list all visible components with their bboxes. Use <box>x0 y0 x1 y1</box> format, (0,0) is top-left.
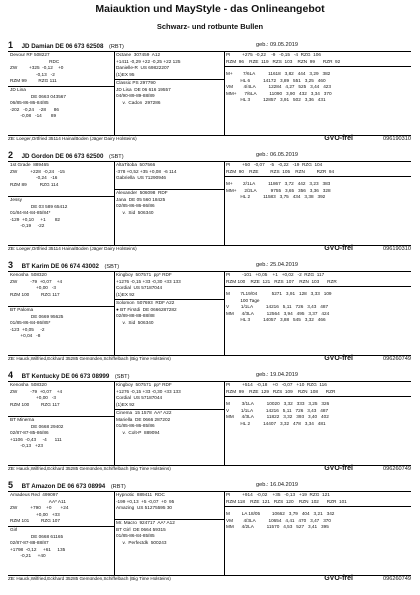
grandparent-line: Alexander 506098 RDF <box>116 190 168 195</box>
grandparent-line: +1276 -0,15 +33 -0,30 +33 133 <box>116 388 181 394</box>
pedigree-table <box>8 381 411 466</box>
dam-of-bull-box <box>8 87 114 135</box>
dam-line: -0,21 +40 <box>10 553 46 559</box>
milk-performance-line: MM 4/3LA 11822 3,32 393 3,40 402 <box>226 414 329 420</box>
breeding-value-line: PI -101 +0,05 +1 +0,02 -2 RZG 117 <box>226 272 325 277</box>
breeding-value-line: RZM 96 RZE 119 RZS 103 RZN 99 RZR 92 <box>226 58 341 64</box>
sire-line: 1st Grade 889465 <box>10 162 49 167</box>
bull-birthdate: geb.: 06.05.2019 <box>256 152 298 158</box>
maternal-grandparents-box <box>114 80 224 135</box>
bull-breed: (RBT) <box>109 44 124 50</box>
pedigree-table <box>8 161 411 246</box>
milk-performance-line: MM 4/2LA 11570 4,53 527 3,41 395 <box>226 524 329 530</box>
grandparents-column <box>114 492 225 575</box>
bull-name: BT Kentucky DE 06 673 08999 <box>21 373 110 380</box>
sire-column <box>8 272 115 355</box>
grandparent-line: BT Girl DE 0664 59315 <box>116 526 166 532</box>
milk-performance-line: V 1/1LA 14216 5,11 726 3,43 487 <box>226 407 329 413</box>
dam-line: Girl <box>10 527 18 532</box>
bull-name: JD Gordon DE 06 673 62500 <box>21 153 104 160</box>
gvo-status: GVO-frei <box>324 355 353 362</box>
milk-performance-line: V 1/1LA 14216 5,11 726 3,43 487 <box>226 304 329 310</box>
milk-performance-line: HL 3 12857 3,91 502 3,36 431 <box>226 97 326 103</box>
grandparent-line: Cinema 15 1578 AA* A22 <box>116 410 172 415</box>
dam-line: DE 03 589 65412 <box>10 203 68 209</box>
sire-line: +0,00 -3 <box>10 395 56 401</box>
sire-column <box>8 492 115 575</box>
paternal-grandparents-box <box>114 492 224 520</box>
sire-line: Amadeus Red 499097 <box>10 492 58 497</box>
dam-of-bull-box <box>8 197 114 245</box>
dam-line: 02/87-87-85-86/86 <box>10 430 49 436</box>
grandparent-line: v. Perfectdk 500243 <box>116 539 167 545</box>
sire-column <box>8 382 115 465</box>
breeding-values-box <box>224 162 411 177</box>
dam-line: +0,04 -8 <box>10 333 41 339</box>
pedigree-table <box>8 491 411 576</box>
dam-line: BT Paloma <box>10 307 34 312</box>
bull-birthdate: geb.: 19.04.2019 <box>256 372 298 378</box>
bull-name: BT Amazon DE 06 673 08994 <box>21 483 106 490</box>
milk-performance-line: M 3/1LA 10020 3,32 333 3,25 326 <box>226 401 330 406</box>
sire-line: +0,00 -3 <box>10 285 56 291</box>
milk-performance-line: M LA 18/05 10662 3,79 404 3,21 342 <box>226 511 335 516</box>
grandparent-line: Octane 307459 A12 <box>116 52 161 57</box>
grandparent-line: Mr. Macro 924717 AA* A12 <box>116 520 175 525</box>
dam-line: JD Lina <box>10 87 26 92</box>
grandparent-line: v. Sid 506340 <box>116 319 154 325</box>
dam-line: 02/87-87-88-88/87 <box>10 540 49 546</box>
grandparent-line: -378 +0,52 +35 +0,08 -6 114 <box>116 168 177 174</box>
bull-number: 4 <box>8 370 14 380</box>
sire-line: ZW -79 +0,07 +4 <box>10 278 63 284</box>
maternal-grandparents-box <box>114 520 224 575</box>
dam-line: BT Minerna <box>10 417 35 422</box>
breeder-info: ZB: Loeger,Ortfried 35114 Haina/Boden (Jäger Dairy Holsteins) <box>8 246 137 251</box>
sire-line: ZW +790 +0 +24 <box>10 505 69 511</box>
bull-breed: (SBT) <box>108 154 124 160</box>
milk-performance-line: HL 6 14172 3,89 551 3,25 460 <box>226 77 326 83</box>
sire-line: Kenosha 508320 <box>10 382 47 387</box>
breeder-info: ZB: Hauck,Wilfried,Eckhard 35285 Gemünden,Schiffelbach (Big Time Holsteins) <box>8 356 171 361</box>
paternal-grandparents-box <box>114 272 224 300</box>
bull-header <box>8 480 411 490</box>
breeder-info: ZB: Loeger,Ortfried 35114 Haina/Boden (Jäger Dairy Holsteins) <box>8 136 137 141</box>
dam-line: 06/85-86-86-84/85 <box>10 100 49 106</box>
milk-performance-line: M+ 2/1LA 11867 3,72 442 3,23 383 <box>226 181 331 186</box>
breeder-phone: 096260749 <box>383 466 411 472</box>
bull-number: 1 <box>8 40 14 50</box>
gvo-status: GVO-frei <box>324 465 353 472</box>
breeding-values-box <box>224 52 411 67</box>
gvo-status: GVO-frei <box>324 575 353 582</box>
dam-of-bull-box <box>8 527 114 575</box>
sire-line: Devour RF 508227 <box>10 52 50 57</box>
dam-line: -123 +0,05 -2 <box>10 326 45 332</box>
bull-entry <box>8 260 411 370</box>
grandparent-line: -199 +0,13 +5 -0,07 +0 95 <box>116 498 175 504</box>
maternal-grandparents-box <box>114 300 224 355</box>
sire-box <box>8 272 114 307</box>
paternal-grandparents-box <box>114 162 224 190</box>
sire-line: ZW -79 +0,07 +4 <box>10 388 63 394</box>
performance-column <box>224 52 411 135</box>
performance-column <box>224 382 411 465</box>
bull-header <box>8 150 411 160</box>
bull-entry <box>8 40 411 150</box>
sire-box <box>8 162 114 197</box>
breeder-phone: 096190310 <box>383 246 411 252</box>
bull-name: JD Damian DE 06 673 62508 <box>21 43 104 50</box>
grandparents-column <box>114 52 225 135</box>
performance-column <box>224 272 411 355</box>
milk-performance-box <box>224 287 411 359</box>
grandparent-line: Amazing US 51275595 30 <box>116 505 173 511</box>
bull-number: 2 <box>8 150 14 160</box>
breeding-value-line: RZM 90 RZE RZS 105 RZN RZR 94 <box>226 168 335 174</box>
sire-line: RZM 100 RZG 117 <box>10 291 60 297</box>
milk-performance-line: MM 4/3LA 12564 3,94 495 3,37 424 <box>226 310 330 316</box>
grandparent-line: (1)EX 92 <box>116 401 135 407</box>
gvo-status: GVO-frei <box>324 245 353 252</box>
grandparent-line: ● BT Firstdi DE 0666287282 <box>116 306 177 312</box>
grandparent-line: Jana DE 05 560 18425 <box>116 196 166 202</box>
breeding-value-line: PI +50 -0,07 -5 -0,22 -19 RZG 104 <box>226 162 323 167</box>
grandparents-column <box>114 382 225 465</box>
milk-performance-line: MM+ 2/2LA 9755 3,65 356 3,36 328 <box>226 187 331 193</box>
milk-performance-line: HL 2 14407 3,32 478 3,34 481 <box>226 420 326 426</box>
breeder-phone: 096190310 <box>383 136 411 142</box>
grandparent-line: AltaTitoba 507566 <box>116 162 156 167</box>
sire-line: ZW +325 -0,12 +0 <box>10 65 64 71</box>
sire-line: -0,13 -2 <box>10 71 55 77</box>
milk-performance-line: VM 4/3LA 10654 4,41 470 3,47 370 <box>226 517 332 523</box>
dam-of-bull-box <box>8 307 114 355</box>
milk-performance-line: M 7L19/04 5271 3,91 128 3,33 109 <box>226 291 332 296</box>
performance-column <box>224 492 411 575</box>
breeding-values-box <box>224 492 411 507</box>
paternal-grandparents-box <box>114 382 224 410</box>
grandparent-line: +1411 -0,29 +22 -0,25 +22 125 <box>116 58 181 64</box>
dam-line: 01/84-84-84-85/84* <box>10 210 51 216</box>
milk-performance-line: MM+ 7/6LA 11090 3,90 432 3,34 370 <box>226 90 332 96</box>
bull-birthdate: geb.: 25.04.2019 <box>256 262 298 268</box>
milk-performance-line: M+ 7/6LA 11618 3,82 444 3,29 382 <box>226 71 331 76</box>
bull-entry <box>8 150 411 260</box>
sire-column <box>8 52 115 135</box>
grandparent-line: Cordial US 57187044 <box>116 285 163 291</box>
grandparent-line: Gabriella US 71290946 <box>116 175 167 181</box>
dam-line: DE 0668 61165 <box>10 533 64 539</box>
gvo-status: GVO-frei <box>324 135 353 142</box>
milk-performance-box <box>224 177 411 249</box>
breeding-values-box <box>224 382 411 397</box>
breeding-value-line: PI +275 -0,22 -9 -0,15 -4 RZG 106 <box>226 52 321 57</box>
bull-entry <box>8 370 411 480</box>
page-subtitle: Schwarz- und rotbunte Bullen <box>156 22 264 31</box>
milk-performance-box <box>224 67 411 139</box>
grandparent-line: 02/85-86-86-86/86 <box>116 203 155 209</box>
bull-header <box>8 260 411 270</box>
pedigree-table <box>8 51 411 136</box>
grandparent-line: (1)EX 92 <box>116 291 135 297</box>
grandparent-line: Danielle-R US 69822207 <box>116 65 170 71</box>
sire-box <box>8 382 114 417</box>
milk-performance-box <box>224 397 411 469</box>
paternal-grandparents-box <box>114 52 224 80</box>
dam-line: DE 0669 95625 <box>10 313 64 319</box>
maternal-grandparents-box <box>114 410 224 465</box>
sire-line: RZM 89 RZG 114 <box>10 181 59 187</box>
dam-line: +1106 -0,43 -4 111 <box>10 436 62 442</box>
grandparents-column <box>114 272 225 355</box>
dam-line: DE 0663 043567 <box>10 93 67 99</box>
grandparent-line: 02/89-88-88-88/88 <box>116 313 155 319</box>
breeding-value-line: PI +514 -0,18 +0 -0,07 +10 RZG 116 <box>226 382 327 387</box>
sire-line: ZW +228 -0,24 -15 <box>10 168 65 174</box>
bull-breed: (SBT) <box>104 264 120 270</box>
breeder-info: ZB: Hauck,Wilfried,Eckhard 35285 Gemünden,Schiffelbach (Big Time Holsteins) <box>8 576 171 581</box>
bull-breed: (RBT) <box>110 484 126 490</box>
breeder-phone: 096260749 <box>383 356 411 362</box>
sire-box <box>8 492 114 527</box>
grandparent-line: v. Sid 506340 <box>116 209 154 215</box>
sire-line: Kenosha 508320 <box>10 272 47 277</box>
sire-line: RZM 101 RZG 107 <box>10 518 61 524</box>
grandparent-line: (1)EX 95 <box>116 71 135 77</box>
grandparent-line: 01/85-86-86-85/86 <box>116 423 155 429</box>
grandparent-line: Cordial US 57187044 <box>116 395 163 401</box>
dam-line: -129 +0,10 +1 82 <box>10 216 61 222</box>
dam-line: -202 -0,24 -28 86 <box>10 106 59 112</box>
grandparent-line: v. Cadon 297286 <box>116 99 161 105</box>
bull-breed: (SBT) <box>114 374 130 380</box>
breeding-value-line: RZM 99 RZE 129 RZS 109 RZN 108 RZR <box>226 388 336 394</box>
bull-header <box>8 40 411 50</box>
sire-line: AA* A11 <box>10 498 66 504</box>
dam-line: DE 0668 29402 <box>10 423 64 429</box>
breeding-values-box <box>224 272 411 287</box>
dam-line: -0,08 -14 89 <box>10 113 57 119</box>
bull-entry <box>8 480 411 590</box>
milk-performance-line: HL 3 14057 3,88 545 3,32 466 <box>226 317 326 323</box>
grandparent-line: Hypnotic 889411 RDC <box>116 492 165 497</box>
grandparents-column <box>114 162 225 245</box>
bull-number: 3 <box>8 260 14 270</box>
performance-column <box>224 162 411 245</box>
breeding-value-line: RZM 118 RZE 121 RZS 120 RZN 102 RZR 101 <box>226 498 347 504</box>
sire-box <box>8 52 114 87</box>
bull-birthdate: geb.: 16.04.2019 <box>256 482 298 488</box>
grandparent-line: Classic PS 297790 <box>116 80 156 85</box>
maternal-grandparents-box <box>114 190 224 245</box>
bull-number: 5 <box>8 480 14 490</box>
breeding-value-line: RZM 100 RZE 121 RZS 107 RZN 103 RZR <box>226 278 337 284</box>
page-title: Maiauktion und MayStyle - das Onlineangebot <box>95 3 325 15</box>
milk-performance-line: 100 Tage <box>226 297 260 303</box>
milk-performance-box <box>224 507 411 579</box>
grandparent-line: +1276 -0,15 +33 -0,30 +33 133 <box>116 278 181 284</box>
dam-of-bull-box <box>8 417 114 465</box>
dam-line: +1798 -0,12 +61 135 <box>10 546 66 552</box>
sire-line: -0,24 -16 <box>10 175 58 181</box>
sire-column <box>8 162 115 245</box>
grandparent-line: JD Lisa DE 06 616 19557 <box>116 86 171 92</box>
sire-line: RZM 99 RZG 111 <box>10 78 57 84</box>
grandparent-line: Mariella DE 0666 287202 <box>116 416 171 422</box>
dam-line: Jessy <box>10 197 22 202</box>
grandparent-line: v. Colt-P 889094 <box>116 429 160 435</box>
grandparent-line: Kingboy 507571 pp* RDF <box>116 382 172 387</box>
grandparent-line: Solomon 507693 RDF A22 <box>116 300 175 305</box>
grandparent-line: 01/85-86-84-85/85 <box>116 533 155 539</box>
dam-line: -0,13 +23 <box>10 443 43 449</box>
sire-line: +0,00 +33 <box>10 511 60 517</box>
sire-line: RDC <box>10 58 60 64</box>
grandparent-line: 04/90-89-89-88/89 <box>116 93 155 99</box>
milk-performance-line: HL 2 11583 3,75 434 3,38 392 <box>226 194 326 200</box>
breeding-value-line: PI +914 -0,02 +35 -0,13 +19 RZG 121 <box>226 492 330 497</box>
breeder-phone: 096260749 <box>383 576 411 582</box>
sire-line: RZM 100 RZG 117 <box>10 401 60 407</box>
milk-performance-line: VM 4/4LA 12284 4,27 525 3,44 423 <box>226 84 332 90</box>
bull-header <box>8 370 411 380</box>
bull-birthdate: geb.: 09.05.2019 <box>256 42 298 48</box>
pedigree-table <box>8 271 411 356</box>
dam-line: -0,19 -22 <box>10 223 45 229</box>
bull-name: BT Karim DE 06 674 43002 <box>21 263 99 270</box>
grandparent-line: Kingboy 507571 pp* RDF <box>116 272 172 277</box>
dam-line: 01/85-86-84-86/85* <box>10 320 51 326</box>
breeder-info: ZB: Hauck,Wilfried,Eckhard 35285 Gemünden,Schiffelbach (Big Time Holsteins) <box>8 466 171 471</box>
